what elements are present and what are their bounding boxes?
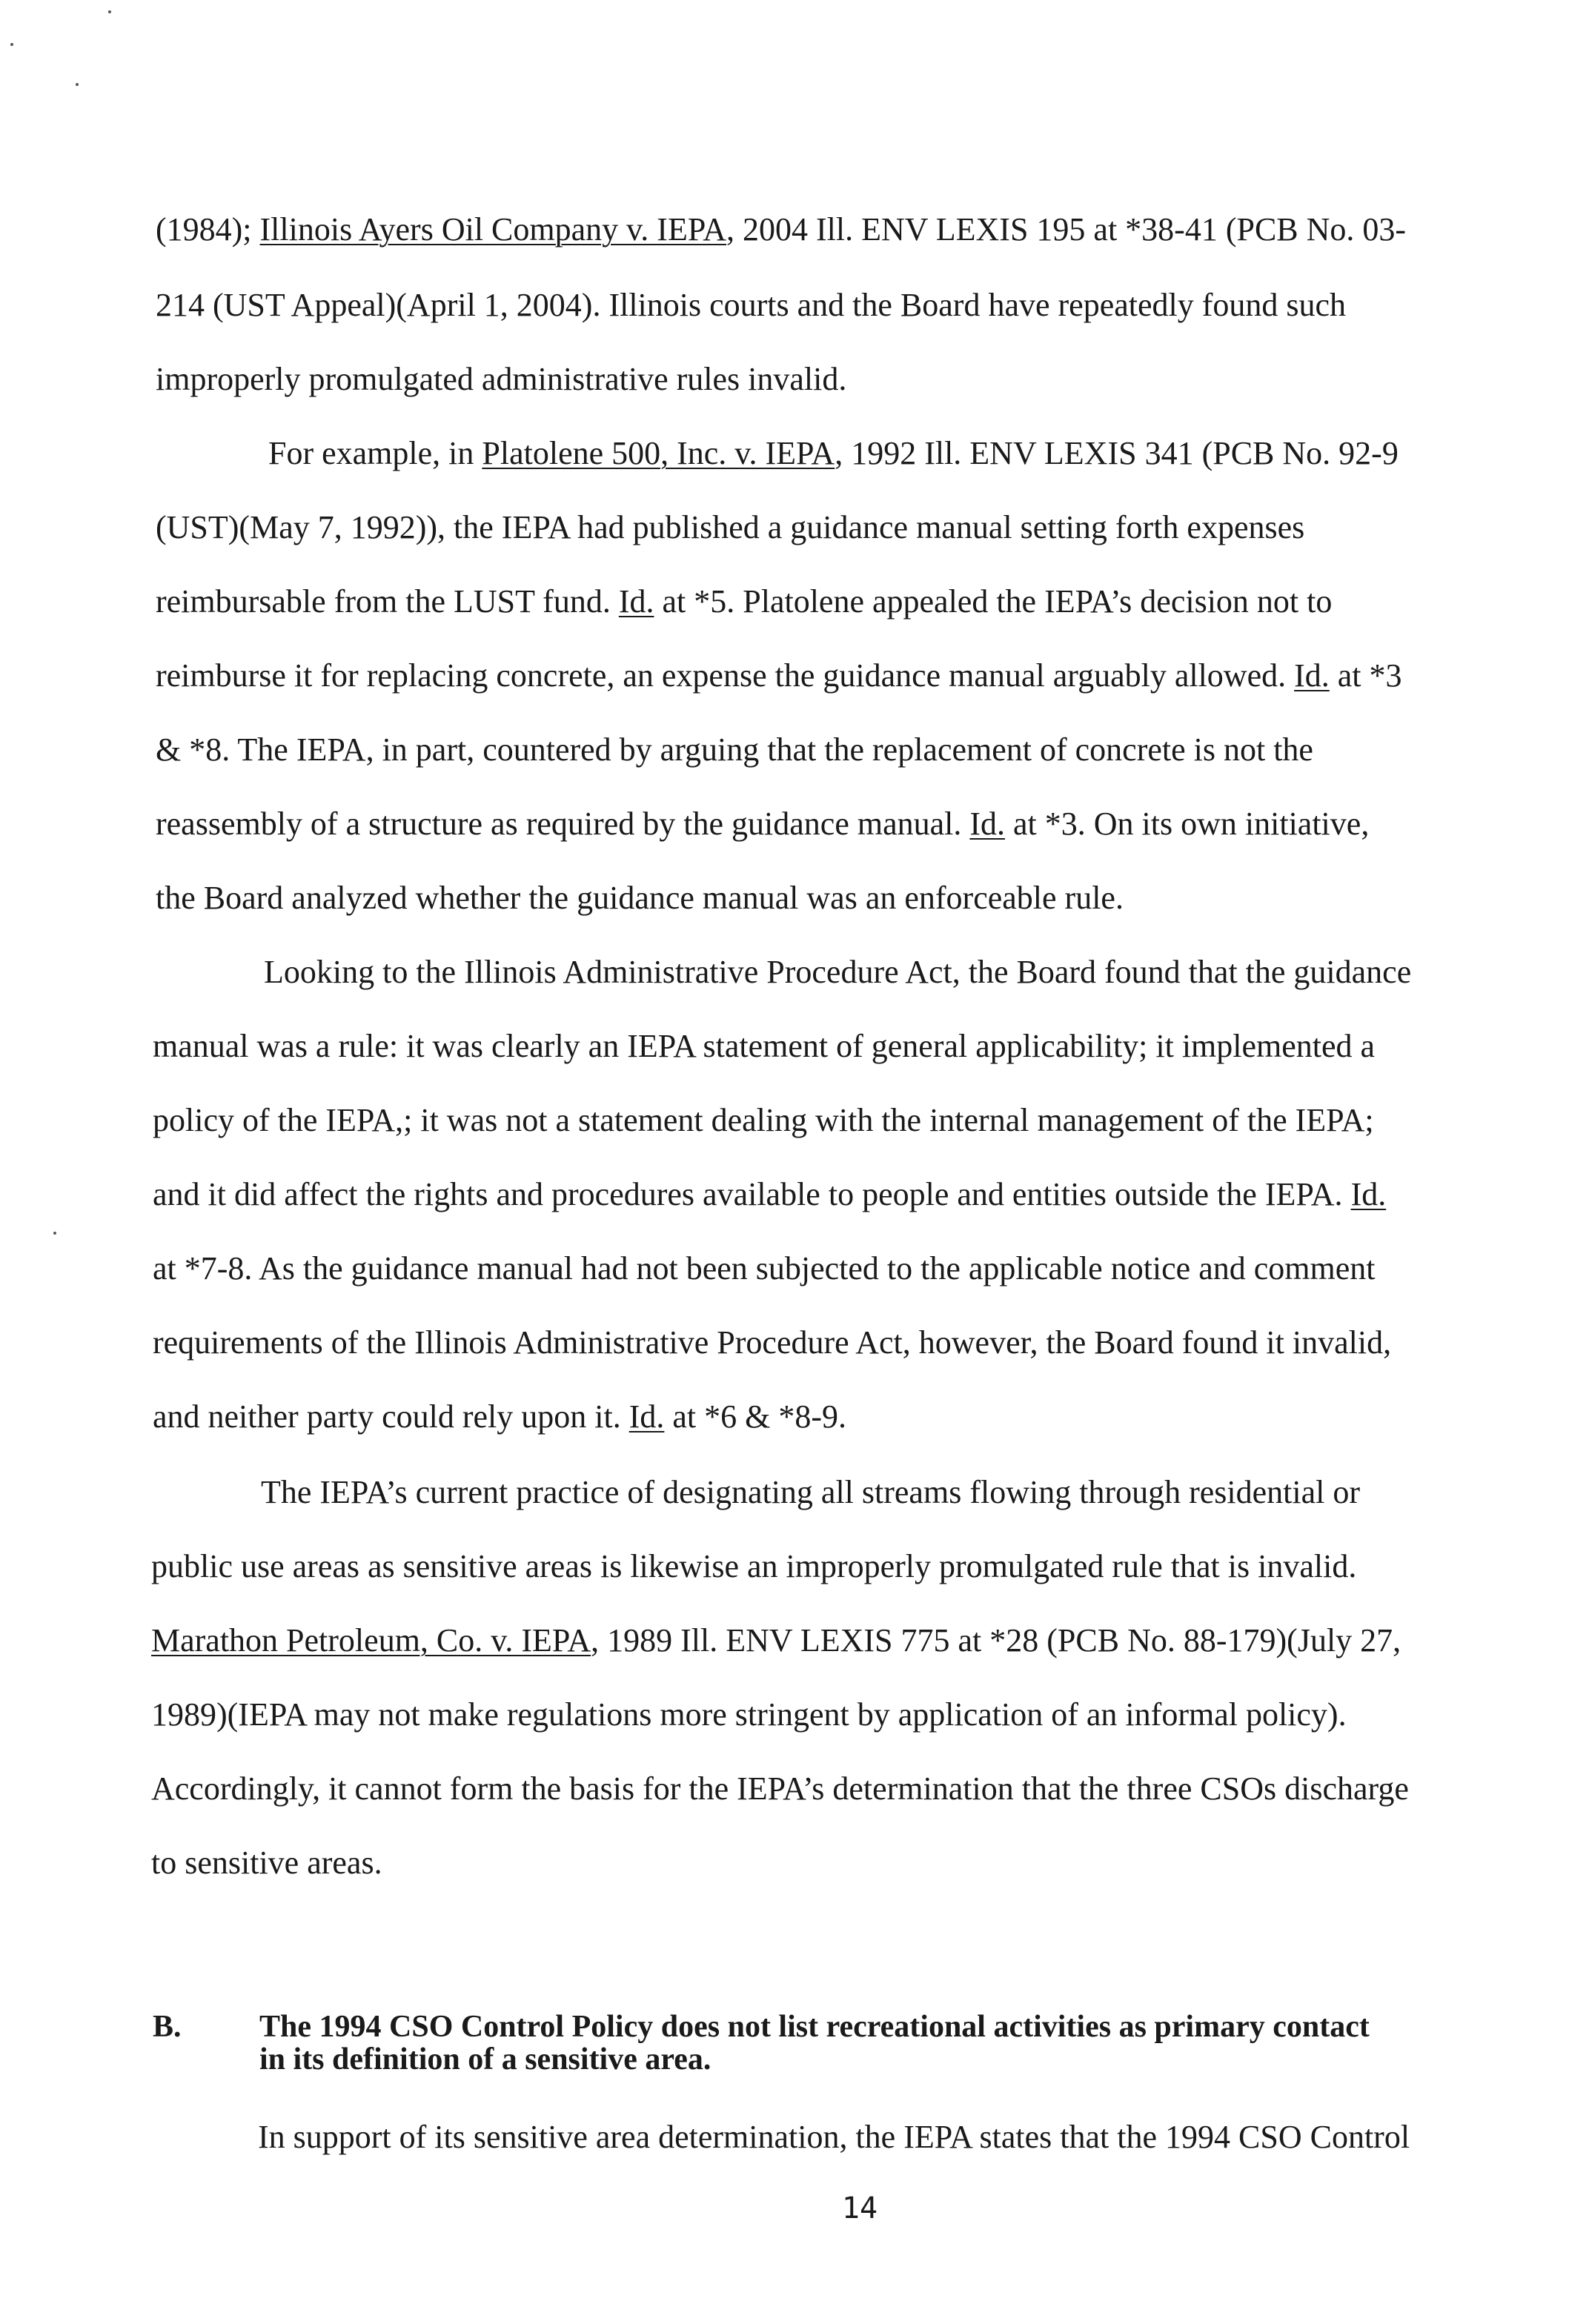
id-citation: Id. xyxy=(1350,1176,1387,1212)
text-line: manual was a rule: it was clearly an IEPA statement of general applicability; it implemented a xyxy=(153,1028,1376,1064)
case-citation: Platolene 500, Inc. v. IEPA xyxy=(482,435,835,471)
id-citation: Id. xyxy=(628,1398,665,1435)
text-line: 1989)(IEPA may not make regulations more stringent by application of an informal policy). xyxy=(151,1696,1347,1733)
text-line: and neither party could rely upon it. Id. at *6 & *8-9. xyxy=(153,1398,847,1435)
scan-speck xyxy=(10,43,13,46)
scan-speck xyxy=(76,83,79,86)
text-line: 214 (UST Appeal)(April 1, 2004). Illinois courts and the Board have repeatedly found such xyxy=(156,287,1347,323)
id-citation: Id. xyxy=(969,806,1006,842)
text-line: For example, in Platolene 500, Inc. v. IEPA, 1992 Ill. ENV LEXIS 341 (PCB No. 92-9 xyxy=(268,435,1399,471)
text-line: Looking to the Illinois Administrative Procedure Act, the Board found that the guidance xyxy=(264,954,1412,990)
case-citation: Marathon Petroleum, Co. v. IEPA xyxy=(151,1622,591,1659)
scan-speck xyxy=(108,10,111,13)
section-heading: The 1994 CSO Control Policy does not list recreational activities as primary contact xyxy=(259,2010,1370,2044)
text-line: and it did affect the rights and procedures available to people and entities outside the IEPA. Id. xyxy=(153,1176,1387,1212)
text-line: to sensitive areas. xyxy=(151,1845,382,1881)
text-line: & *8. The IEPA, in part, countered by arguing that the replacement of concrete is not the xyxy=(156,731,1313,768)
text-line: the Board analyzed whether the guidance manual was an enforceable rule. xyxy=(156,880,1124,916)
text-line: Marathon Petroleum, Co. v. IEPA, 1989 Ill. ENV LEXIS 775 at *28 (PCB No. 88-179)(July 27, xyxy=(151,1622,1401,1659)
text-line: In support of its sensitive area determination, the IEPA states that the 1994 CSO Control xyxy=(258,2119,1410,2155)
section-letter: B. xyxy=(153,2010,182,2044)
text-line: reimbursable from the LUST fund. Id. at *5. Platolene appealed the IEPA’s decision not to xyxy=(156,583,1333,620)
id-citation: Id. xyxy=(618,583,654,620)
text-line: requirements of the Illinois Administrative Procedure Act, however, the Board found it invalid, xyxy=(153,1324,1392,1361)
text-line: The IEPA’s current practice of designating all streams flowing through residential or xyxy=(261,1474,1360,1510)
text-line: policy of the IEPA,; it was not a statement dealing with the internal management of the IEPA; xyxy=(153,1102,1374,1138)
text-line: reassembly of a structure as required by the guidance manual. Id. at *3. On its own initiative, xyxy=(156,806,1370,842)
page-number: 14 xyxy=(841,2191,878,2225)
text-line: (UST)(May 7, 1992)), the IEPA had published a guidance manual setting forth expenses xyxy=(156,509,1305,545)
section-heading: in its definition of a sensitive area. xyxy=(259,2042,711,2076)
text-line: public use areas as sensitive areas is likewise an improperly promulgated rule that is invalid. xyxy=(151,1548,1357,1584)
scan-speck xyxy=(53,1232,56,1235)
text-line: (1984); Illinois Ayers Oil Company v. IEPA, 2004 Ill. ENV LEXIS 195 at *38-41 (PCB No. 03- xyxy=(156,211,1407,248)
text-line: Accordingly, it cannot form the basis for the IEPA’s determination that the three CSOs discharge xyxy=(151,1770,1409,1807)
case-citation: Illinois Ayers Oil Company v. IEPA xyxy=(259,211,727,248)
id-citation: Id. xyxy=(1294,657,1330,694)
text-line: improperly promulgated administrative rules invalid. xyxy=(156,361,847,397)
text-line: reimburse it for replacing concrete, an expense the guidance manual arguably allowed. Id. at *3 xyxy=(156,657,1402,694)
text-line: at *7-8. As the guidance manual had not been subjected to the applicable notice and comment xyxy=(153,1250,1376,1286)
